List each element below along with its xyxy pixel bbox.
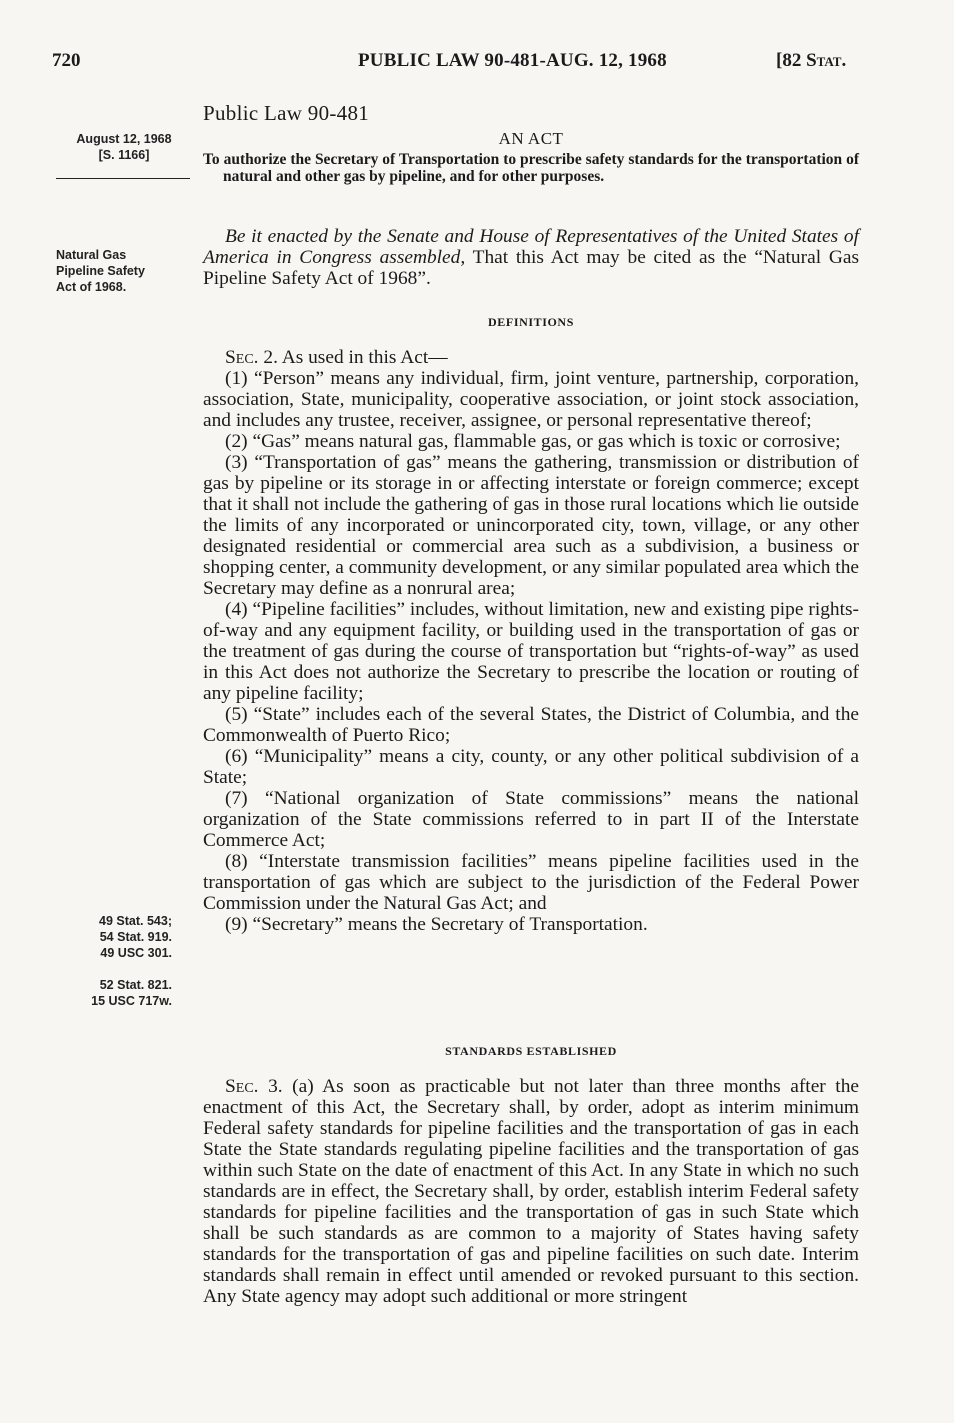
enacting-formula: Be it enacted by the Senate and House of Representatives of the United States of America in Congress assembled, — [203, 226, 859, 268]
act-heading: AN ACT — [498, 129, 564, 148]
section-2-definitions — [203, 347, 859, 935]
definition-item: (8) “Interstate transmission facilities” means pipeline facilities used in the transportation of gas which are subject to the jurisdiction of the Federal Power Commission under the Natural Gas Act; and — [203, 851, 859, 914]
section-3-paragraph — [203, 1076, 859, 1307]
margin-citation-line: 49 Stat. 543; — [99, 914, 172, 928]
definition-item: (5) “State” includes each of the several States, the District of Columbia, and the Commonwealth of Puerto Rico; — [203, 704, 859, 746]
law-title: Public Law 90-481 — [203, 101, 370, 125]
standards-heading: STANDARDS ESTABLISHED — [445, 1044, 617, 1058]
purpose-text: To authorize the Secretary of Transportation to prescribe safety standards for the transportation of natural and other gas by pipeline, and for other purposes. — [203, 151, 859, 185]
page-number: 720 — [52, 50, 81, 71]
running-title: PUBLIC LAW 90-481-AUG. 12, 1968 — [358, 50, 667, 71]
sec-label: Sec. — [225, 347, 259, 368]
margin-citation-line: 15 USC 717w. — [91, 994, 172, 1008]
definition-item: (1) “Person” means any individual, firm, joint venture, partnership, corporation, association, State, municipality, cooperative association, or joint stock association, and includes any trustee, receiver, assignee, or personal representative thereof; — [203, 368, 859, 431]
volume-prefix: [82 — [776, 50, 807, 71]
definition-item: (3) “Transportation of gas” means the gathering, transmission or distribution of gas by pipeline or its storage in or affecting interstate or foreign commerce; except that it shall not include the gathering of gas in those rural locations which lie outside the limits of any incorporated or unincorporated city, town, village, or any other designated residential or commercial area such as a subdivision, a business or shopping center, a community development, or any similar populated area which the Secretary may define as a nonrural area; — [203, 452, 859, 599]
purpose-clause — [203, 151, 859, 185]
definition-item: (9) “Secretary” means the Secretary of Transportation. — [225, 914, 648, 935]
volume-stat: Stat. — [806, 50, 847, 71]
enacting-clause — [203, 226, 859, 289]
margin-citation-natural-gas-act — [54, 977, 172, 1009]
definition-item: (4) “Pipeline facilities” includes, without limitation, new and existing pipe rights-of-way and any equipment facility, or building used in the transportation of gas or the treatment of gas during the course of transportation but “rights-of-way” as used in this Act does not authorize the Secretary to prescribe the location or routing of any pipeline facility; — [203, 599, 859, 704]
definition-item: (2) “Gas” means natural gas, flammable gas, or gas which is toxic or corrosive; — [225, 431, 841, 452]
margin-citation-line: 49 USC 301. — [100, 946, 172, 960]
margin-divider — [56, 178, 190, 179]
volume-reference — [776, 50, 846, 72]
margin-bill: [S. 1166] — [98, 148, 150, 162]
margin-citation-line: 52 Stat. 821. — [99, 978, 172, 992]
definition-item: (7) “National organization of State commissions” means the national organization of the State commissions referred to in part II of the Interstate Commerce Act; — [203, 788, 859, 851]
section-2-intro-text: 2. As used in this Act— — [258, 347, 448, 368]
margin-short-title-line: Pipeline Safety — [56, 264, 145, 278]
section-3-text: 3. (a) As soon as practicable but not later than three months after the enactment of this Act, the Secretary shall, by order, adopt as interim minimum Federal safety standards for pipeline facilities and the transportation of gas in each State the State standards regulating pipeline facilities and the transportation of gas within such State on the date of enactment of this Act. In any State in which no such standards are in effect, the Secretary shall, by order, establish interim Federal safety standards for pipeline facilities and the transportation of gas in such State which shall be such standards as are common to a majority of States having safety standards for the transportation of gas and pipeline facilities on such date. Interim standards shall remain in effect until amended or revoked pursuant to this section. Any State agency may adopt such additional or more stringent — [203, 1076, 859, 1307]
short-title-text: That this Act may be cited as the “Natural Gas Pipeline Safety Act of 1968”. — [203, 247, 859, 289]
sec-label: Sec. — [225, 1076, 259, 1097]
margin-date: August 12, 1968 — [76, 132, 172, 146]
margin-short-title-line: Natural Gas — [56, 248, 127, 262]
margin-citation-interstate-commerce — [54, 913, 172, 961]
margin-citation-line: 54 Stat. 919. — [99, 930, 172, 944]
section-2-intro — [203, 347, 859, 368]
definitions-heading: DEFINITIONS — [488, 315, 574, 329]
margin-short-title — [56, 247, 174, 295]
margin-date-block — [62, 131, 186, 163]
margin-short-title-line: Act of 1968. — [56, 280, 127, 294]
definition-item: (6) “Municipality” means a city, county, or any other political subdivision of a State; — [203, 746, 859, 788]
